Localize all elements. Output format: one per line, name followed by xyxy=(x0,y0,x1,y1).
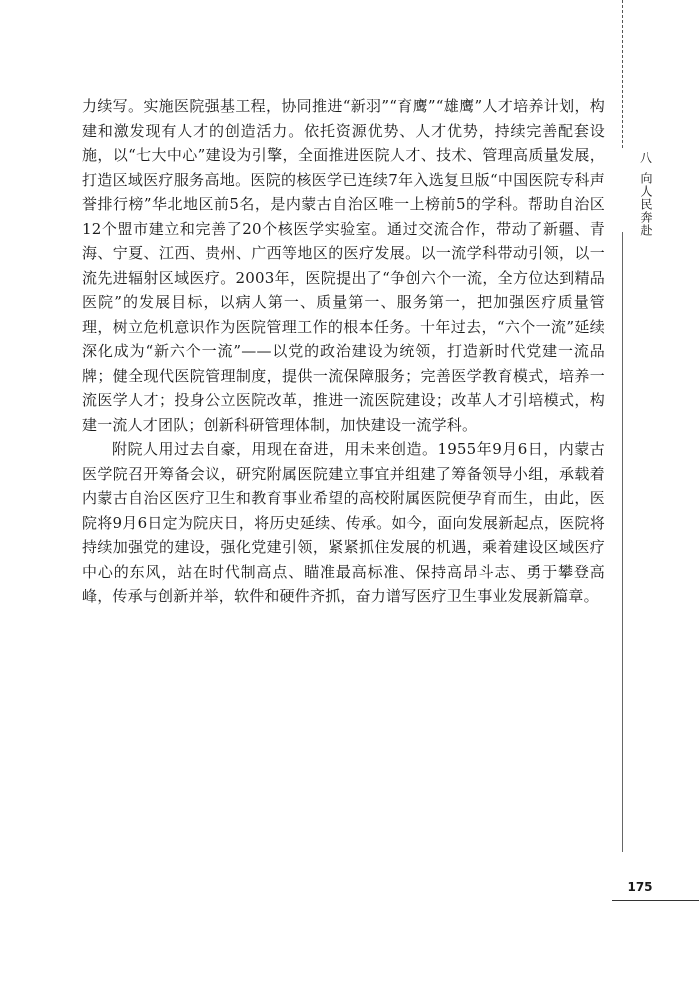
chapter-tab xyxy=(636,150,656,237)
chapter-title: 向人民奔赴 xyxy=(639,172,653,237)
page-number: 175 xyxy=(627,880,653,894)
paragraph-continued: 力续写。实施医院强基工程，协同推进“新羽”“育鹰”“雄鹰”人才培养计划，构建和激发现有人才的创造活力。依托资源优势、人才优势，持续完善配套设施，以“七大中心”建设为引擎，全面推进医院人才、技术、管理高质量发展，打造区域医疗服务高地。医院的核医学已连续7年入选复旦版“中国医院专科声誉排行榜”华北地区前5名，是内蒙古自治区唯一上榜前5的学科。帮助自治区12个盟市建立和完善了20个核医学实验室。通过交流合作，带动了新疆、青海、宁夏、江西、贵州、广西等地区的医疗发展。以一流学科带动引领，以一流先进辐射区域医疗。2003年，医院提出了“争创六个一流，全方位达到精品医院”的发展目标，以病人第一、质量第一、服务第一，把加强医疗质量管理，树立危机意识作为医院管理工作的根本任务。十年过去，“六个一流”延续深化成为“新六个一流”——以党的政治建设为统领，打造新时代党建一流品牌；健全现代医院管理制度，提供一流保障服务；完善医学教育模式，培养一流医学人才；投身公立医院改革，推进一流医院建设；改革人才引培模式，构建一流人才团队；创新科研管理体制，加快建设一流学科。 xyxy=(82,97,605,434)
page-number-rule xyxy=(612,900,699,901)
margin-dashed-rule xyxy=(622,0,623,148)
margin-solid-rule xyxy=(622,232,623,852)
chapter-number: 八 xyxy=(639,151,652,165)
paragraph: 附院人用过去自豪，用现在奋进，用未来创造。1955年9月6日，内蒙古医学院召开筹备会议，研究附属医院建立事宜并组建了筹备领导小组，承载着内蒙古自治区医疗卫生和教育事业希望的高校附属医院便孕育而生，由此，医院将9月6日定为院庆日，将历史延续、传承。如今，面向发展新起点，医院将持续加强党的建设，强化党建引领，紧紧抓住发展的机遇，乘着建设区域医疗中心的东风，站在时代制高点、瞄准最高标准、保持高昂斗志、勇于攀登高峰，传承与创新并举，软件和硬件齐抓，奋力谱写医疗卫生事业发展新篇章。 xyxy=(82,440,605,605)
page-body xyxy=(82,94,605,609)
